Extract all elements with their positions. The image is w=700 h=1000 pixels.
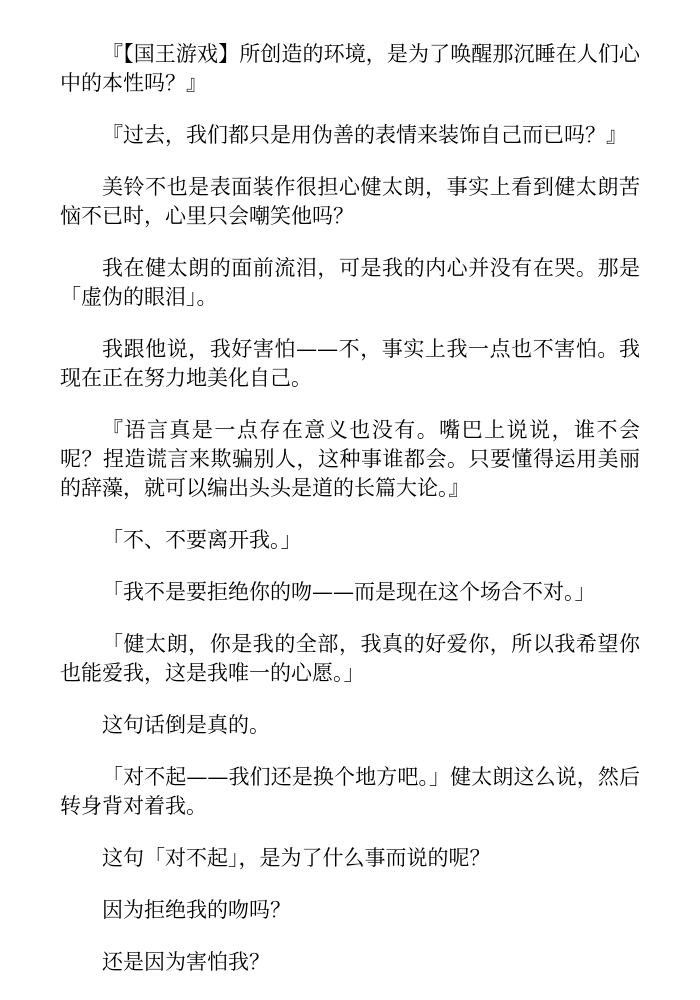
paragraph: 这句「对不起」，是为了什么事而说的呢？: [102, 846, 491, 870]
paragraph: 「不、不要离开我。」: [102, 528, 302, 552]
paragraph: 我在健太朗的面前流泪，可是我的内心并没有在哭。那是「虚伪的眼泪」。: [60, 256, 640, 309]
paragraph: 还是因为害怕我？: [102, 950, 270, 974]
paragraph: 『过去，我们都只是用伪善的表情来装饰自己而已吗？』: [102, 123, 627, 147]
paragraph: 「健太朗，你是我的全部，我真的好爱你，所以我希望你也能爱我，这是我唯一的心愿。」: [60, 632, 640, 685]
paragraph: 「对不起——我们还是换个地方吧。」健太朗这么说，然后转身背对着我。: [60, 765, 640, 818]
paragraph: 因为拒绝我的吻吗？: [102, 898, 291, 922]
paragraph: 我跟他说，我好害怕——不，事实上我一点也不害怕。我现在正在努力地美化自己。: [60, 337, 640, 390]
paragraph: 『语言真是一点存在意义也没有。嘴巴上说说，谁不会呢？捏造谎言来欺骗别人，这种事谁都会。只要懂得运用美丽的辞藻，就可以编出头头是道的长篇大论。』: [60, 418, 640, 500]
document-page: [60, 40, 640, 1000]
paragraph: 美铃不也是表面装作很担心健太朗，事实上看到健太朗苦恼不已时，心里只会嘲笑他吗？: [60, 175, 640, 228]
paragraph: 『【国王游戏】所创造的环境，是为了唤醒那沉睡在人们心中的本性吗？』: [60, 42, 640, 95]
paragraph: 「我不是要拒绝你的吻——而是现在这个场合不对。」: [102, 580, 596, 604]
paragraph: 这句话倒是真的。: [102, 713, 270, 737]
